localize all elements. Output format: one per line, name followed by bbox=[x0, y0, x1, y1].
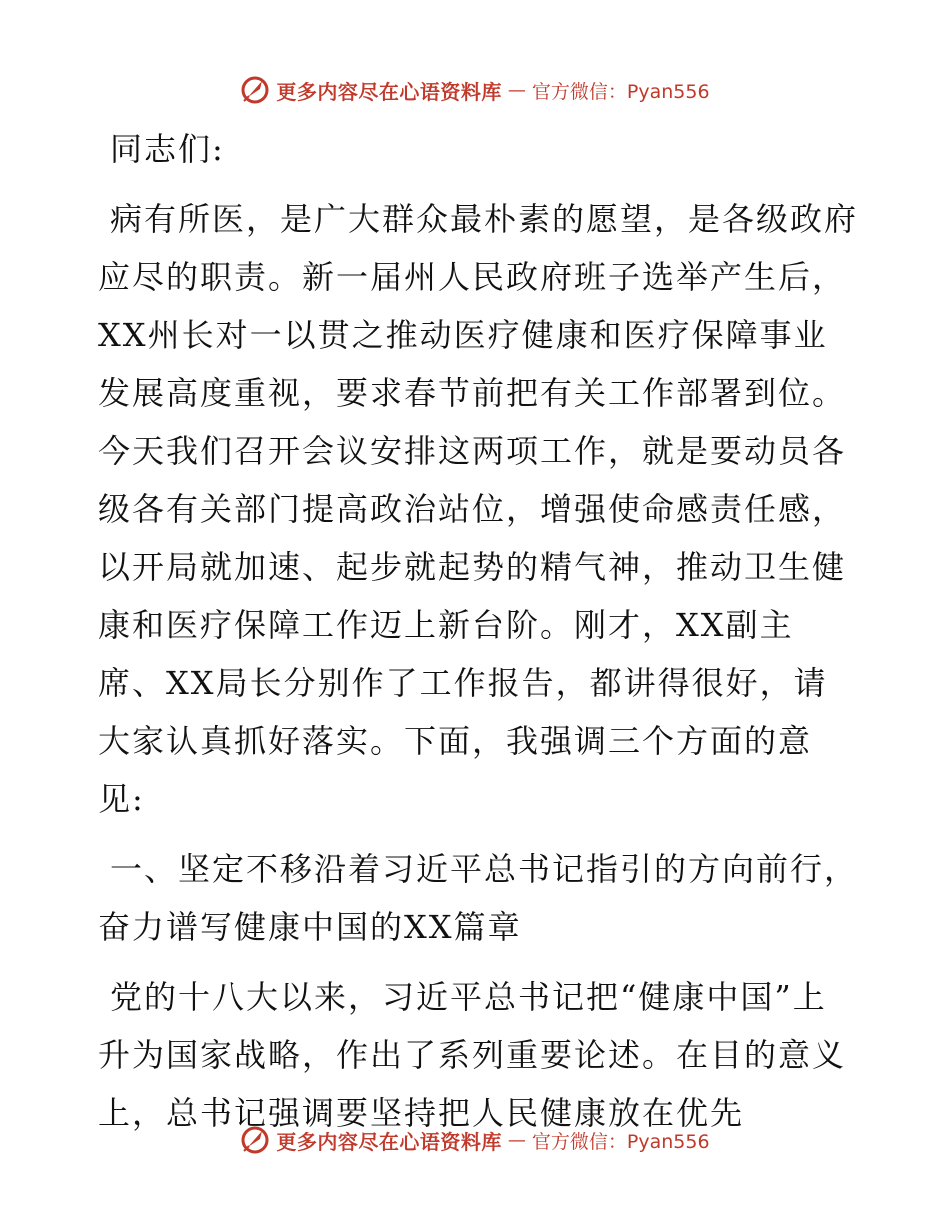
paragraph-section-1: 党的十八大以来，习近平总书记把“健康中国”上升为国家战略，作出了系列重要论述。在目的意义上，总书记强调要坚持把人民健康放在优先 bbox=[98, 978, 847, 1132]
section-heading-1: 一、坚定不移沿着习近平总书记指引的方向前行，奋力谱写健康中国的XX篇章 bbox=[98, 850, 859, 946]
watermark-separator: — bbox=[507, 79, 526, 101]
watermark-brand: 更多内容尽在心语资料库 bbox=[276, 79, 502, 104]
watermark-wechat: 官方微信：Pyan556 bbox=[531, 80, 710, 103]
watermark-separator: — bbox=[507, 1129, 526, 1151]
header-watermark bbox=[0, 70, 950, 110]
greeting: 同志们: bbox=[110, 130, 225, 168]
quill-logo-icon bbox=[240, 1125, 270, 1155]
watermark-brand: 更多内容尽在心语资料库 bbox=[276, 1129, 502, 1154]
footer-watermark bbox=[0, 1120, 950, 1160]
document-body bbox=[98, 120, 858, 1142]
watermark-wechat: 官方微信：Pyan556 bbox=[531, 1130, 710, 1153]
quill-logo-icon bbox=[240, 75, 270, 105]
paragraph-intro: 病有所医，是广大群众最朴素的愿望，是各级政府应尽的职责。新一届州人民政府班子选举产生后，XX州长对一以贯之推动医疗健康和医疗保障事业发展高度重视，要求春节前把有关工作部署到位。今天我们召开会议安排这两项工作，就是要动员各级各有关部门提高政治站位，增强使命感责任感，以开局就加速、起步就起势的精气神，推动卫生健康和医疗保障工作迈上新台阶。刚才，XX副主席、XX局长分别作了工作报告，都讲得很好，请大家认真抓好落实。下面，我强调三个方面的意见: bbox=[98, 200, 859, 818]
